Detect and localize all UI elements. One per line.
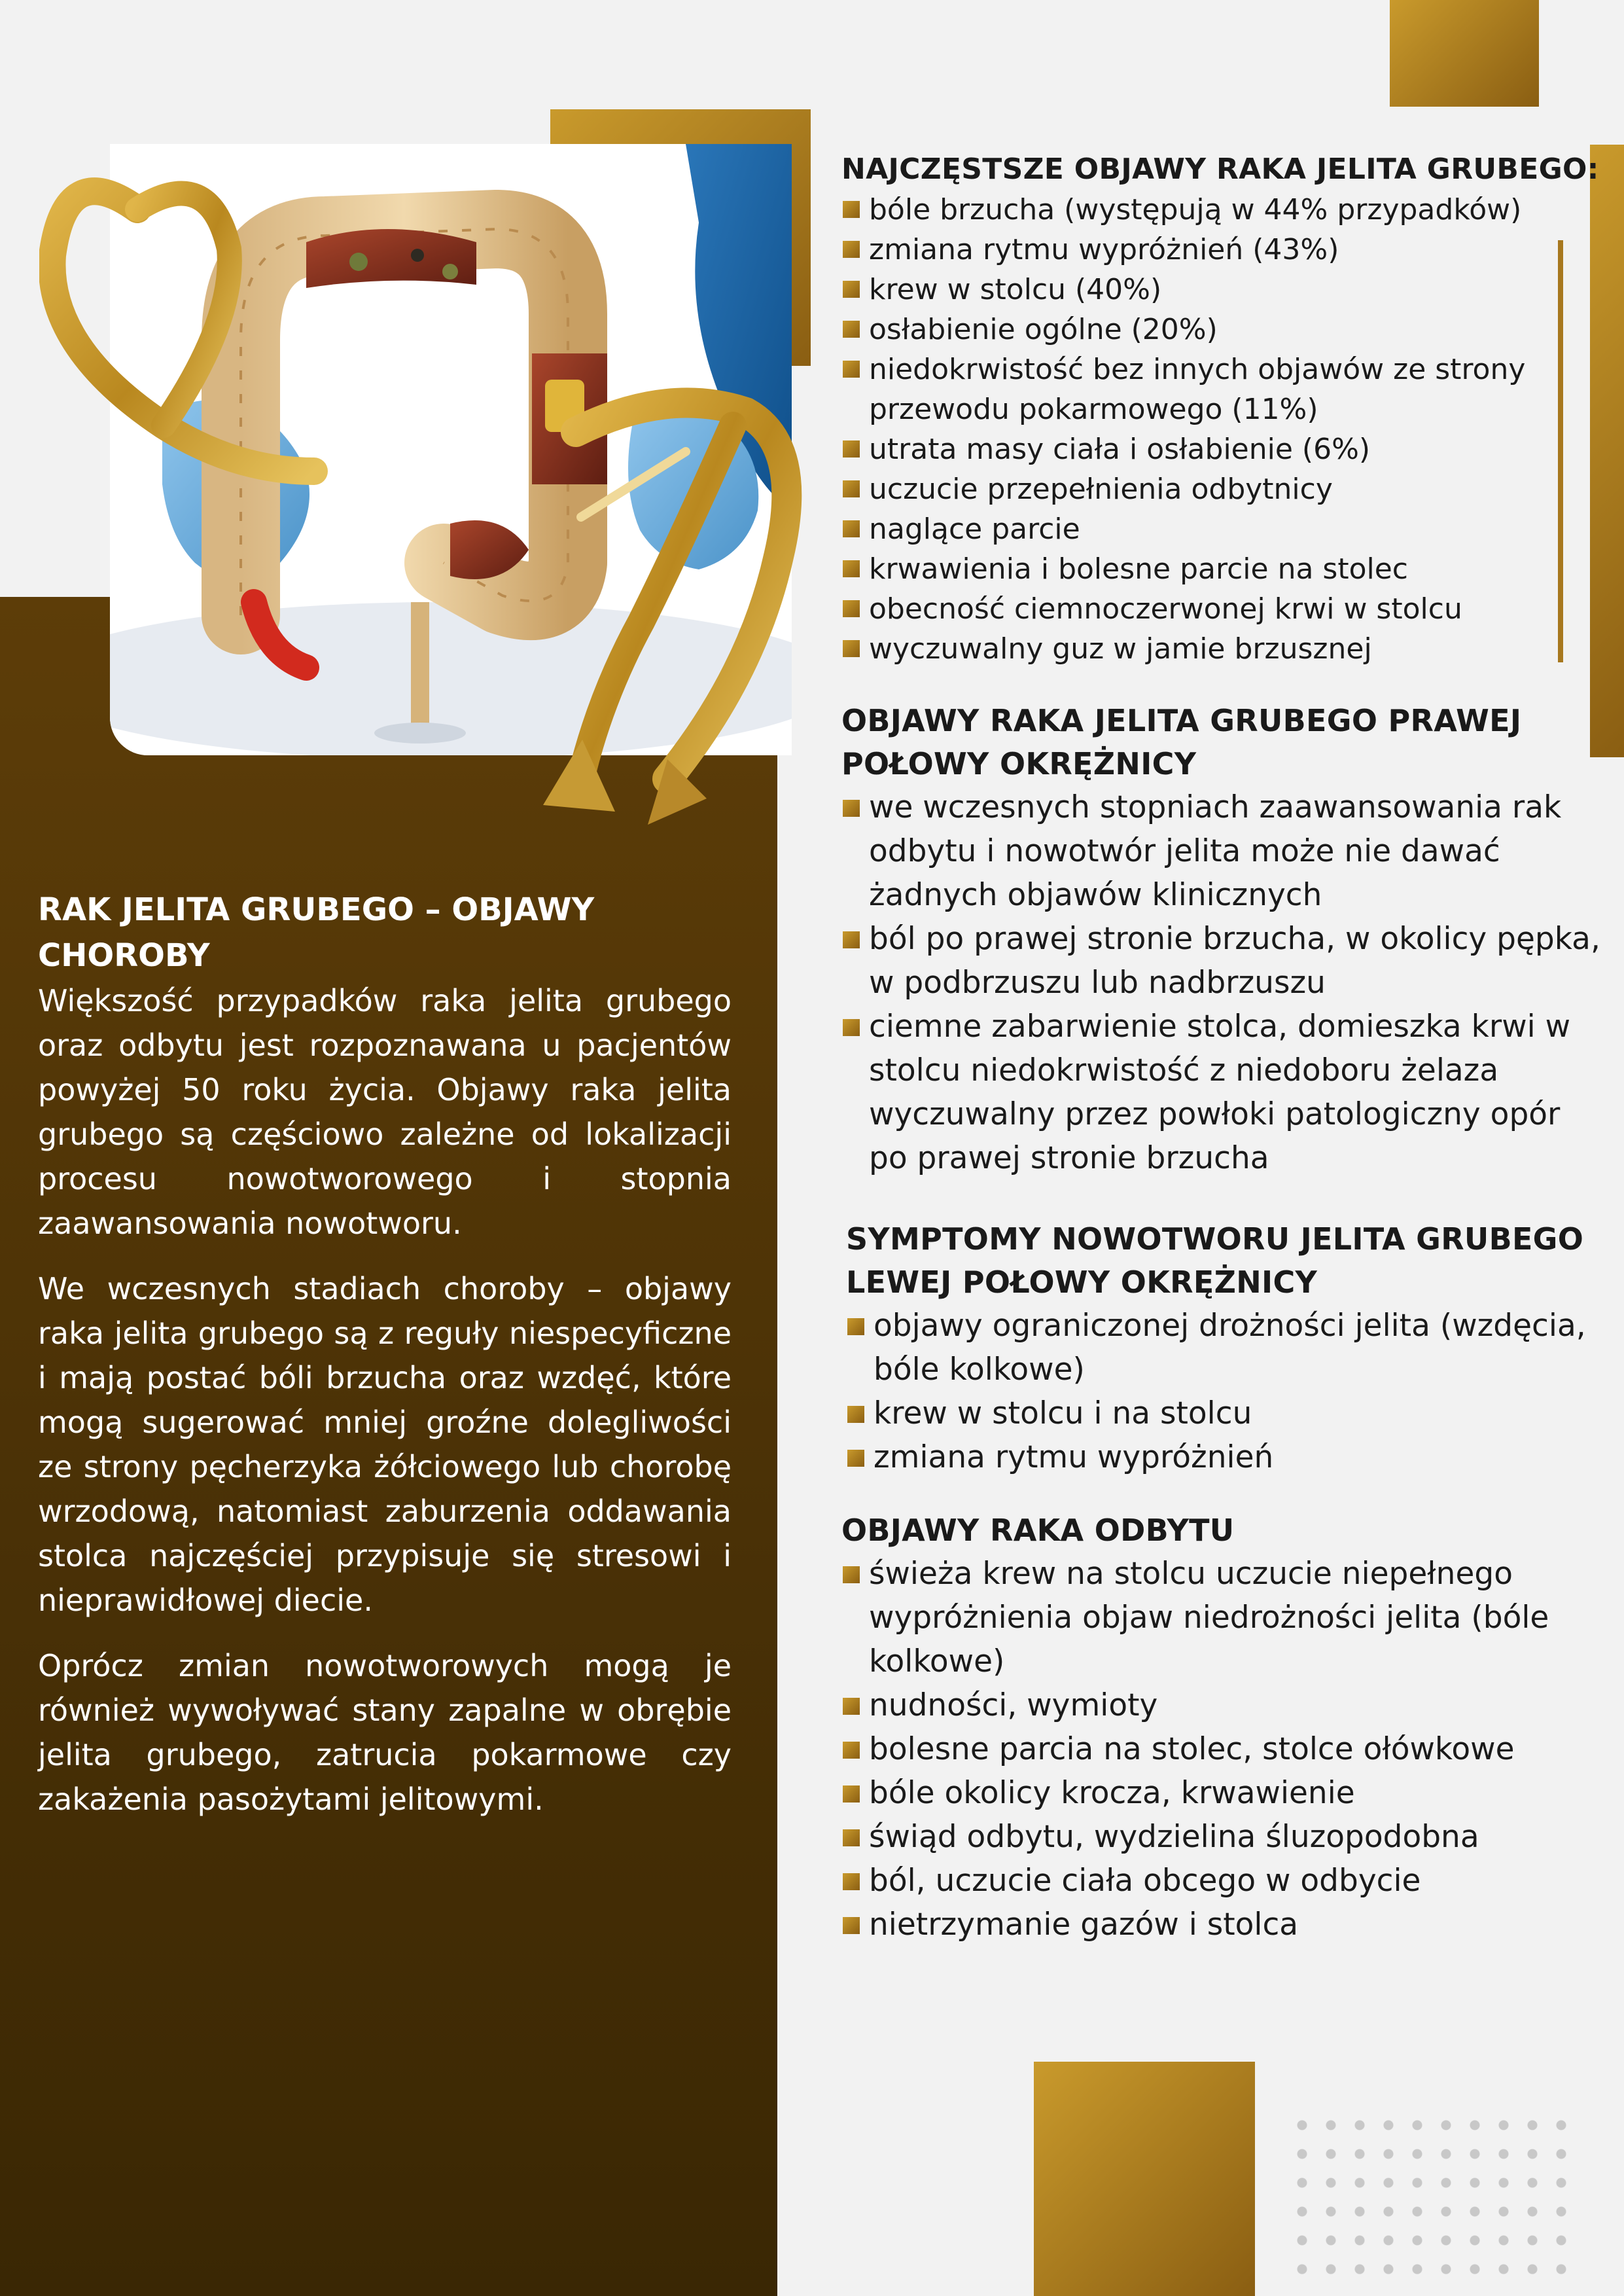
list-item: nudności, wymioty [841,1683,1600,1727]
list-item: uczucie przepełnienia odbytnicy [841,469,1600,509]
colon-model-photo [110,144,792,755]
list-item: osłabienie ogólne (20%) [841,310,1600,350]
list-item: utrata masy ciała i osłabienie (6%) [841,429,1600,469]
symptom-list [841,190,1600,669]
section-title-line: SYMPTOMY NOWOTWORU JELITA GRUBEGO [846,1221,1584,1257]
section-common-symptoms [841,149,1600,669]
decorative-gold-square-bottom [1034,2062,1255,2296]
section-title-line: POŁOWY OKRĘŻNICY [841,746,1197,781]
list-item: we wczesnych stopniach zaawansowania rak odbytu i nowotwór jelita może nie dawać żadnych objawów klinicznych [841,785,1600,917]
list-item: krwawienia i bolesne parcie na stolec [841,549,1600,589]
section-right-colon-symptoms [841,699,1600,1180]
section-title: NAJCZĘSTSZE OBJAWY RAKA JELITA GRUBEGO: [841,152,1599,186]
list-item: obecność ciemnoczerwonej krwi w stolcu [841,589,1600,629]
list-item: ból po prawej stronie brzucha, w okolicy pępka, w podbrzuszu lub nadbrzuszu [841,917,1600,1005]
list-item: niedokrwistość bez innych objawów ze strony przewodu pokarmowego (11%) [841,350,1600,429]
list-item: ból, uczucie ciała obcego w odbycie [841,1859,1600,1903]
section-title: OBJAWY RAKA ODBYTU [841,1513,1235,1548]
intro-title: RAK JELITA GRUBEGO – OBJAWY CHOROBY [38,891,595,974]
list-item: nietrzymanie gazów i stolca [841,1903,1600,1946]
list-item: wyczuwalny guz w jamie brzusznej [841,629,1600,669]
list-item: bóle okolicy krocza, krwawienie [841,1771,1600,1815]
list-item: bolesne parcia na stolec, stolce ołówkowe [841,1727,1600,1771]
decorative-gold-square-top [1390,0,1539,107]
list-item: objawy ograniczonej drożności jelita (wzdęcia, bóle kolkowe) [846,1304,1605,1391]
list-item: zmiana rytmu wypróżnień (43%) [841,230,1600,270]
symptom-list [841,785,1600,1180]
section-left-colon-symptoms [846,1217,1605,1479]
list-item: bóle brzucha (występują w 44% przypadków) [841,190,1600,230]
list-item: świeża krew na stolcu uczucie niepełnego wypróżnienia objaw niedrożności jelita (bóle kolkowe) [841,1552,1600,1683]
list-item: zmiana rytmu wypróżnień [846,1435,1605,1479]
intro-paragraph: We wczesnych stadiach choroby – objawy raka jelita grubego są z reguły niespecyficzne i mają postać bóli brzucha oraz wzdęć, które mogą sugerować mniej groźne dolegliwości ze strony pęcherzyka żółciowego lub chorobę wrzodową, natomiast zaburzenia oddawania stolca najczęściej przypisuje się stresowi i nieprawidłowej diecie. [38,1271,732,1618]
section-title-line: LEWEJ POŁOWY OKRĘŻNICY [846,1265,1318,1300]
list-item: świąd odbytu, wydzielina śluzopodobna [841,1815,1600,1859]
intro-paragraph: Oprócz zmian nowotworowych mogą je również wywoływać stany zapalne w obrębie jelita grubego, zatrucia pokarmowe czy zakażenia pasożytami jelitowymi. [38,1648,732,1817]
intro-text-block [38,887,732,1842]
symptom-list [841,1552,1600,1946]
list-item: naglące parcie [841,509,1600,549]
section-title [841,699,1600,785]
decorative-dot-grid [1288,2111,1569,2274]
list-item: krew w stolcu (40%) [841,270,1600,310]
intro-paragraph: Większość przypadków raka jelita grubego oraz odbytu jest rozpoznawana u pacjentów powyżej 50 roku życia. Objawy raka jelita grubego są częściowo zależne od lokalizacji procesu nowotworowego i stopnia zaawansowania nowotworu. [38,983,732,1241]
list-item: krew w stolcu i na stolcu [846,1391,1605,1435]
section-title-line: OBJAWY RAKA JELITA GRUBEGO PRAWEJ [841,703,1522,738]
symptom-list [846,1304,1605,1479]
list-item: ciemne zabarwienie stolca, domieszka krwi w stolcu niedokrwistość z niedoboru żelaza wyczuwalny przez powłoki patologiczny opór po prawej stronie brzucha [841,1005,1600,1180]
section-title [846,1217,1605,1304]
section-rectal-cancer-symptoms [841,1509,1600,1946]
